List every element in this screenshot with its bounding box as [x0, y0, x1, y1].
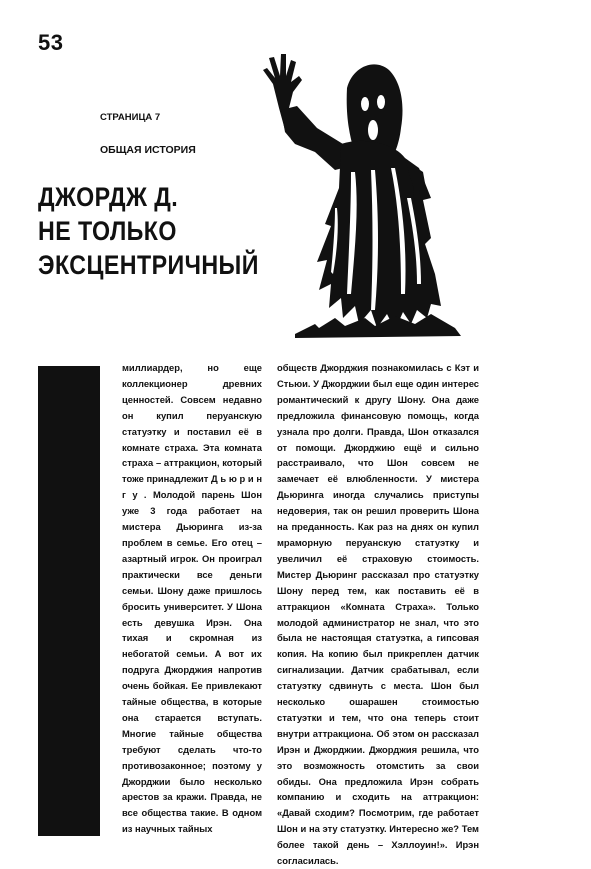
- page-number: 53: [38, 30, 64, 55]
- headline-line: ЭКСЦЕНТРИЧНЫЙ: [38, 250, 259, 280]
- headline-line: НЕ ТОЛЬКО: [38, 216, 177, 246]
- decorative-bar: [38, 366, 100, 836]
- ghost-illustration: [255, 48, 470, 340]
- article-column-2: обществ Джорджия познакомилась с Кэт и Стьюи. У Джорджии был еще один интерес романтический к другу Шону. Она даже предложила финансовую помощь, когда узнала про долги. Правда, Шон отказался от помощи. Джорджию ещё и сильно расстраивало, что Шон совсем не замечает её влюбленности. У мистера Дьюринга иногда случались приступы недоверия, так он решил проверить Шона на преданность. Как раз на днях он купил мраморную перуанскую статуэтку и увеличил её страховую стоимость. Мистер Дьюринг рассказал про статуэтку Шону перед тем, как поставить её в аттракцион «Комната Страха». Только молодой администратор не знал, что это была не настоящая статуэтка, а гипсовая копия. На копию был прикреплен датчик сигнализации. Датчик срабатывал, если статуэтку сдвинуть с места. Шон был несколько ошарашен стоимостью статуэтки и тем, что она теперь стоит внутри аттракциона. Об этом он рассказал Ирэн и Джорджии. Джорджия решила, что это возможность отомстить за свои обиды. Она предложила Ирэн собрать компанию и сходить на аттракцион: «Давай сходим? Посмотрим, где работает Шон и на эту статуэтку. Интересно же? Тем более такой день – Хэллоуин!». Ирэн согласилась.: [277, 362, 479, 867]
- section-title: ОБЩАЯ ИСТОРИЯ: [100, 144, 196, 156]
- page-label: СТРАНИЦА 7: [100, 112, 161, 123]
- article-column-1: миллиардер, но еще коллекционер древних ценностей. Совсем недавно он купил перуанскую статуэтку и поставил её в комнате страха. Эта комната страха – аттракцион, который тоже принадлежит Д ь ю р и н г у . Молодой парень Шон уже 3 года работает на мистера Дьюринга из-за проблем в семье. Его отец – азартный игрок. Он проиграл практически все деньги семьи. Шону даже пришлось бросить университет. У Шона есть девушка Ирэн. Она тихая и скромная из небогатой семьи. А вот их подруга Джорджия напротив очень бойкая. Ее привлекают тайные общества, в которые она старается вступать. Многие тайные общества требуют сделать что-то противозаконное; поэтому у Джорджии было несколько арестов за кражи. Правда, не все общества такие. В одном из научных тайных: [122, 362, 262, 835]
- headline: [38, 180, 259, 282]
- headline-line: ДЖОРДЖ Д.: [38, 182, 179, 212]
